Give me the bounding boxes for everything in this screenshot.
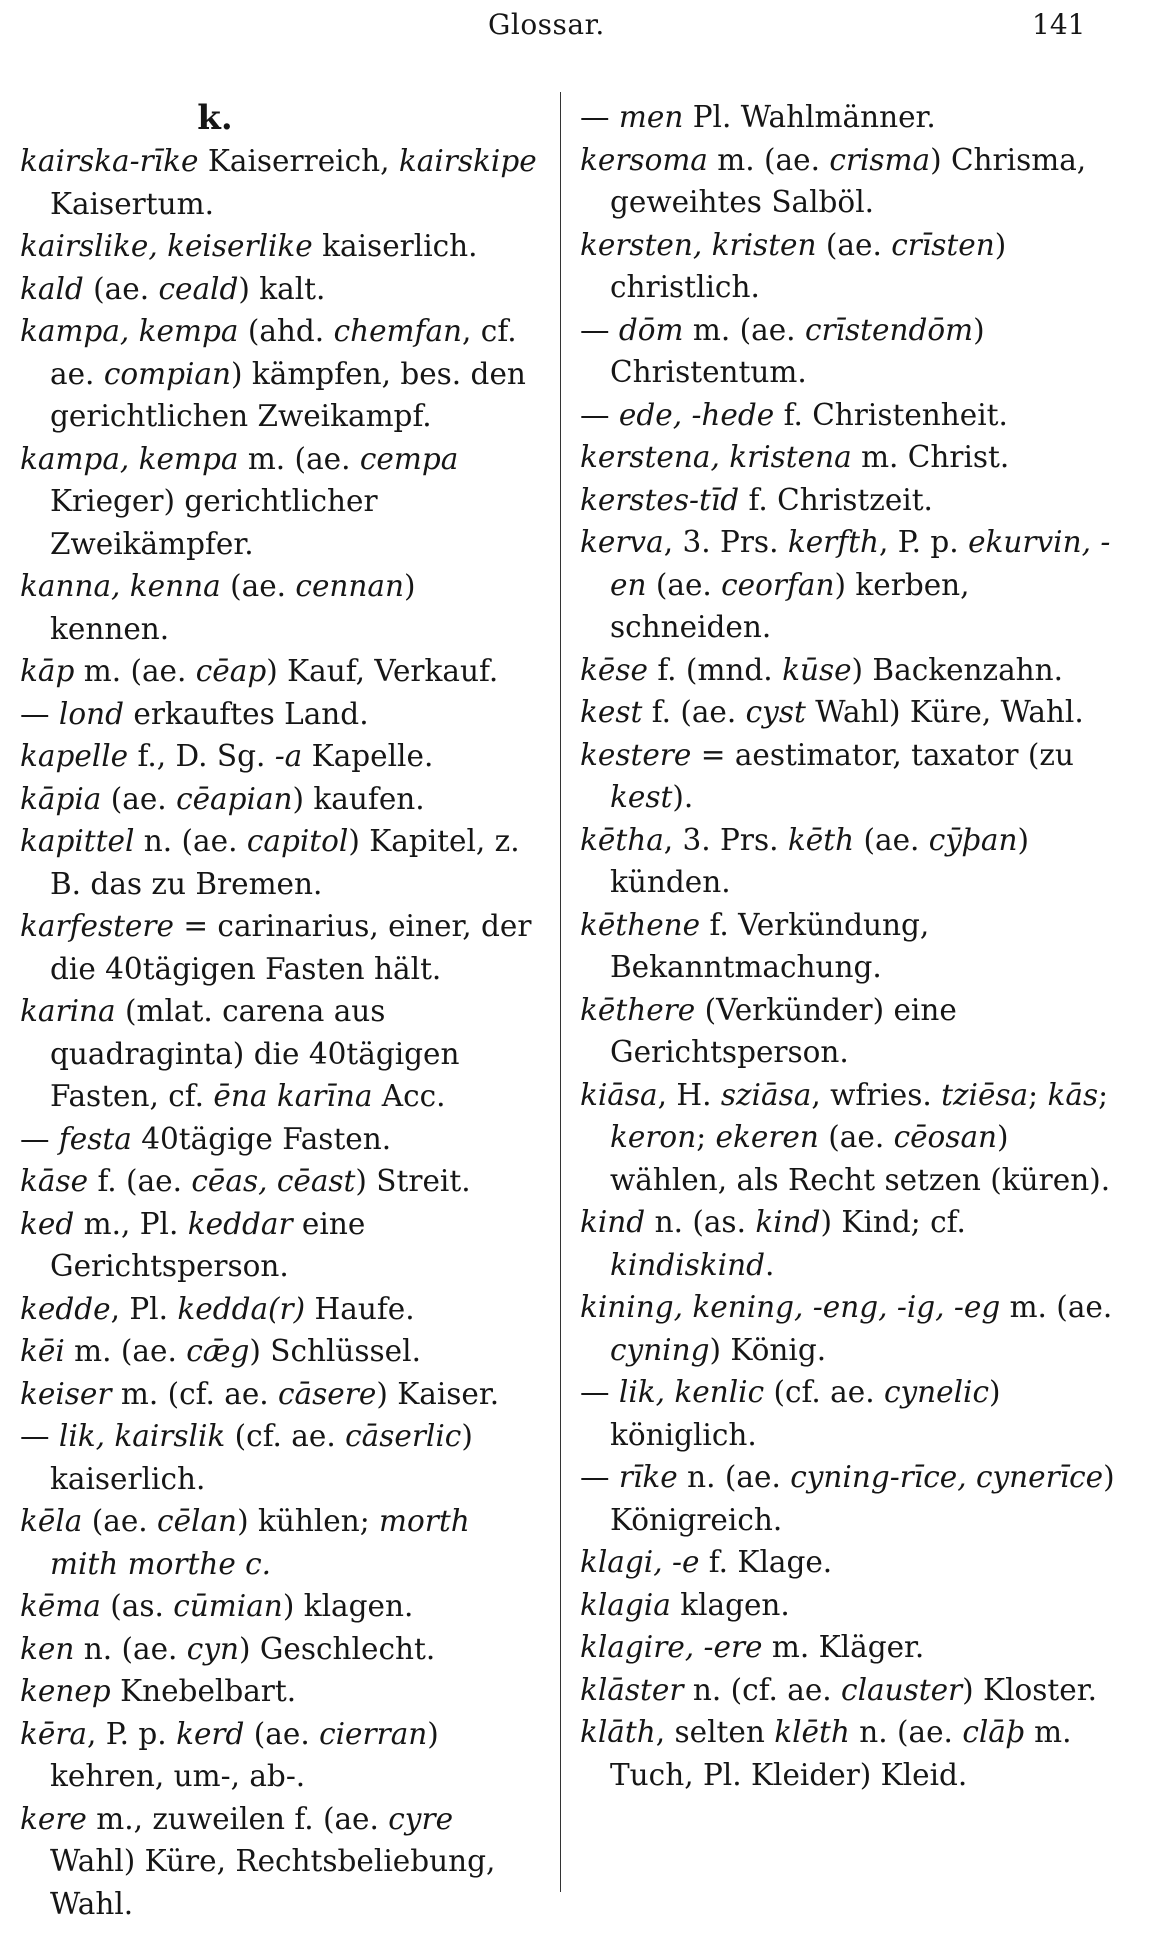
- glossary-entry: kēse f. (mnd. kūse) Backenzahn.: [580, 652, 1064, 687]
- glossary-entry: kāse f. (ae. cēas, cēast) Streit.: [20, 1164, 471, 1198]
- glossary-entry: kairska-rīke Kaiserreich, kairskipe Kaisertum.: [20, 144, 537, 221]
- glossary-entry: karina (mlat. carena aus quadraginta) die 40tägigen Fasten, cf. ēna karīna Acc.: [20, 994, 460, 1113]
- page-number: 141: [1032, 8, 1086, 41]
- glossary-entry: kapelle f., D. Sg. -a Kapelle.: [20, 739, 434, 773]
- glossary-entry: kampa, kempa (ahd. chemfan, cf. ae. compian) kämpfen, bes. den gerichtlichen Zweikampf.: [20, 314, 526, 433]
- left-column: [20, 98, 540, 1925]
- left-entry-list: [20, 140, 540, 1925]
- glossary-entry: kest f. (ae. cyst Wahl) Küre, Wahl.: [580, 695, 1084, 729]
- glossary-entry: kāp m. (ae. cēap) Kauf, Verkauf.: [20, 654, 499, 688]
- glossary-entry: kēthene f. Verkündung, Bekanntmachung.: [580, 907, 930, 984]
- glossary-entry: — rīke n. (ae. cyning-rīce, cynerīce) Königreich.: [580, 1460, 1115, 1537]
- glossary-entry: kanna, kenna (ae. cennan) kennen.: [20, 569, 416, 646]
- glossary-entry: kerstes-tīd f. Christzeit.: [580, 482, 933, 517]
- glossary-entry: kersten, kristen (ae. crīsten) christlich.: [580, 227, 1007, 304]
- glossary-entry: kampa, kempa m. (ae. cempa Krieger) gerichtlicher Zweikämpfer.: [20, 441, 459, 561]
- running-title: Glossar.: [488, 8, 605, 41]
- glossary-entry: — lond erkauftes Land.: [20, 696, 369, 731]
- glossary-entry: kēra, P. p. kerd (ae. cierran) kehren, um-, ab-.: [20, 1716, 439, 1793]
- glossary-entry: kenep Knebelbart.: [20, 1674, 297, 1708]
- page-header: [0, 0, 1168, 60]
- glossary-entry: — ede, -hede f. Christenheit.: [580, 397, 1008, 432]
- glossary-entry: klagia klagen.: [580, 1587, 790, 1622]
- glossary-entry: kere m., zuweilen f. (ae. cyre Wahl) Küre, Rechtsbeliebung, Wahl.: [20, 1801, 496, 1921]
- glossary-entry: kerstena, kristena m. Christ.: [580, 440, 1010, 474]
- glossary-entry: — dōm m. (ae. crīstendōm) Christentum.: [580, 312, 985, 389]
- glossary-entry: klāster n. (cf. ae. clauster) Kloster.: [580, 1672, 1097, 1707]
- glossary-entry: kāpia (ae. cēapian) kaufen.: [20, 781, 425, 816]
- glossary-entry: kēi m. (ae. cǣg) Schlüssel.: [20, 1334, 421, 1368]
- right-entry-list: [580, 96, 1120, 1796]
- glossary-entry: kiāsa, H. sziāsa, wfries. tziēsa; kās; keron; ekeren (ae. cēosan) wählen, als Recht setzen (küren).: [580, 1077, 1111, 1197]
- glossary-entry: kētha, 3. Prs. kēth (ae. cȳþan) künden.: [580, 822, 1029, 899]
- glossary-entry: karfestere = carinarius, einer, der die 40tägigen Fasten hält.: [20, 909, 532, 986]
- glossary-entry: klagire, -ere m. Kläger.: [580, 1630, 925, 1664]
- glossary-entry: — men Pl. Wahlmänner.: [580, 100, 936, 134]
- glossary-entry: kedde, Pl. kedda(r) Haufe.: [20, 1291, 415, 1326]
- glossary-entry: kining, kening, -eng, -ig, -eg m. (ae. cyning) König.: [580, 1290, 1113, 1367]
- glossary-entry: kapittel n. (ae. capitol) Kapitel, z. B. das zu Bremen.: [20, 824, 520, 901]
- right-column: [580, 96, 1120, 1796]
- section-letter: k.: [197, 98, 233, 138]
- column-divider: [560, 92, 561, 1892]
- glossary-entry: kairslike, keiserlike kaiserlich.: [20, 229, 478, 263]
- glossary-entry: kerva, 3. Prs. kerfth, P. p. ekurvin, -en (ae. ceorfan) kerben, schneiden.: [580, 525, 1111, 644]
- glossary-entry: ked m., Pl. keddar eine Gerichtsperson.: [20, 1206, 366, 1283]
- glossary-entry: kēma (as. cūmian) klagen.: [20, 1589, 414, 1623]
- glossary-entry: keiser m. (cf. ae. cāsere) Kaiser.: [20, 1376, 500, 1411]
- glossary-entry: klagi, -e f. Klage.: [580, 1545, 833, 1579]
- glossary-entry: kēla (ae. cēlan) kühlen; morth mith morthe c.: [20, 1504, 470, 1581]
- glossary-entry: kēthere (Verkünder) eine Gerichtsperson.: [580, 992, 957, 1069]
- glossary-entry: klāth, selten klēth n. (ae. clāþ m. Tuch, Pl. Kleider) Kleid.: [580, 1715, 1072, 1792]
- glossary-entry: — festa 40tägige Fasten.: [20, 1121, 392, 1156]
- glossary-entry: — lik, kenlic (cf. ae. cynelic) königlich.: [580, 1375, 1001, 1452]
- glossary-entry: — lik, kairslik (cf. ae. cāserlic) kaiserlich.: [20, 1419, 473, 1496]
- glossary-entry: kald (ae. ceald) kalt.: [20, 271, 326, 306]
- glossary-entry: kersoma m. (ae. crisma) Chrisma, geweihtes Salböl.: [580, 142, 1087, 219]
- glossary-entry: kestere = aestimator, taxator (zu kest).: [580, 737, 1074, 814]
- glossary-entry: ken n. (ae. cyn) Geschlecht.: [20, 1631, 436, 1666]
- glossary-entry: kind n. (as. kind) Kind; cf. kindiskind.: [580, 1205, 966, 1282]
